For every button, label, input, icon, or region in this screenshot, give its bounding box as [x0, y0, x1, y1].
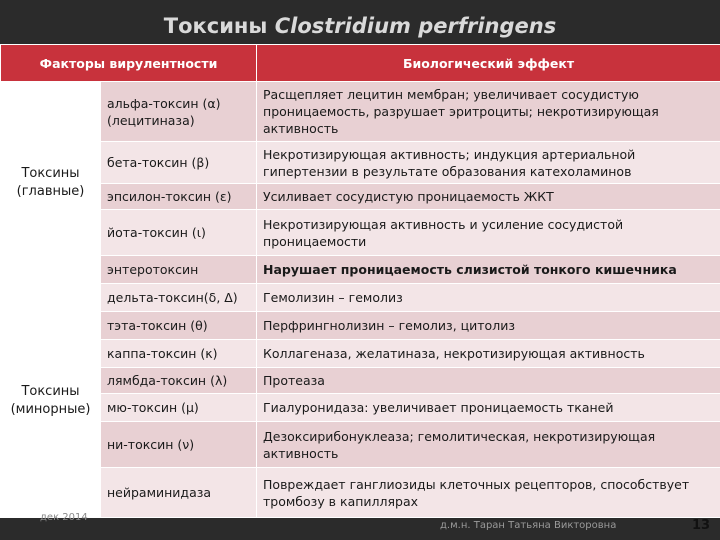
toxin-effect: Перфрингнолизин – гемолиз, цитолиз — [257, 312, 720, 340]
table-header-row — [1, 45, 720, 82]
toxin-name: дельта-токсин(δ, Δ) — [101, 284, 257, 312]
toxin-effect: Дезоксирибонуклеаза; гемолитическая, некротизирующая активность — [257, 422, 720, 468]
toxin-effect: Протеаза — [257, 368, 720, 394]
toxin-effect: Гиалуронидаза: увеличивает проницаемость тканей — [257, 394, 720, 422]
toxin-name: эпсилон-токсин (ε) — [101, 184, 257, 210]
toxin-name: альфа-токсин (α) (лецитиназа) — [101, 82, 257, 142]
table-row — [1, 184, 720, 210]
table-row — [1, 422, 720, 468]
table-row — [1, 142, 720, 184]
toxin-effect: Некротизирующая активность и усиление сосудистой проницаемости — [257, 210, 720, 256]
toxin-name: ни-токсин (ν) — [101, 422, 257, 468]
table-row — [1, 256, 720, 284]
toxin-effect: Усиливает сосудистую проницаемость ЖКТ — [257, 184, 720, 210]
table-row — [1, 368, 720, 394]
title-main: Токсины — [163, 14, 275, 38]
toxins-table — [0, 44, 720, 518]
group-main: Токсины (главные) — [1, 82, 101, 284]
page-number: 13 — [692, 518, 711, 533]
toxin-effect: Нарушает проницаемость слизистой тонкого кишечника — [257, 256, 720, 284]
table-row — [1, 340, 720, 368]
toxin-name: бета-токсин (β) — [101, 142, 257, 184]
toxin-name: мю-токсин (μ) — [101, 394, 257, 422]
toxin-name: каппа-токсин (κ) — [101, 340, 257, 368]
footer-author: д.м.н. Таран Татьяна Викторовна — [440, 520, 617, 531]
toxin-effect: Гемолизин – гемолиз — [257, 284, 720, 312]
table-row — [1, 312, 720, 340]
toxin-name: йота-токсин (ι) — [101, 210, 257, 256]
toxin-effect: Коллагеназа, желатиназа, некротизирующая активность — [257, 340, 720, 368]
header-factors: Факторы вирулентности — [1, 45, 257, 82]
table-row — [1, 82, 720, 142]
table-row — [1, 210, 720, 256]
toxin-effect: Расщепляет лецитин мембран; увеличивает сосудистую проницаемость, разрушает эритроциты; некротизирующая активность — [257, 82, 720, 142]
footer-date: дек 2014 — [40, 512, 88, 523]
toxin-name: тэта-токсин (θ) — [101, 312, 257, 340]
table-row — [1, 468, 720, 518]
toxin-effect: Некротизирующая активность; индукция артериальной гипертензии в результате образования катехоламинов — [257, 142, 720, 184]
table-row — [1, 394, 720, 422]
toxin-name: энтеротоксин — [101, 256, 257, 284]
toxin-effect: Повреждает ганглиозиды клеточных рецепторов, способствует тромбозу в капиллярах — [257, 468, 720, 518]
toxin-name: нейраминидаза — [101, 468, 257, 518]
group-minor: Токсины (минорные) — [1, 284, 101, 518]
header-effect: Биологический эффект — [257, 45, 720, 82]
toxin-name: лямбда-токсин (λ) — [101, 368, 257, 394]
slide-title — [0, 8, 720, 44]
table-row — [1, 284, 720, 312]
title-species: Clostridium perfringens — [274, 14, 557, 38]
